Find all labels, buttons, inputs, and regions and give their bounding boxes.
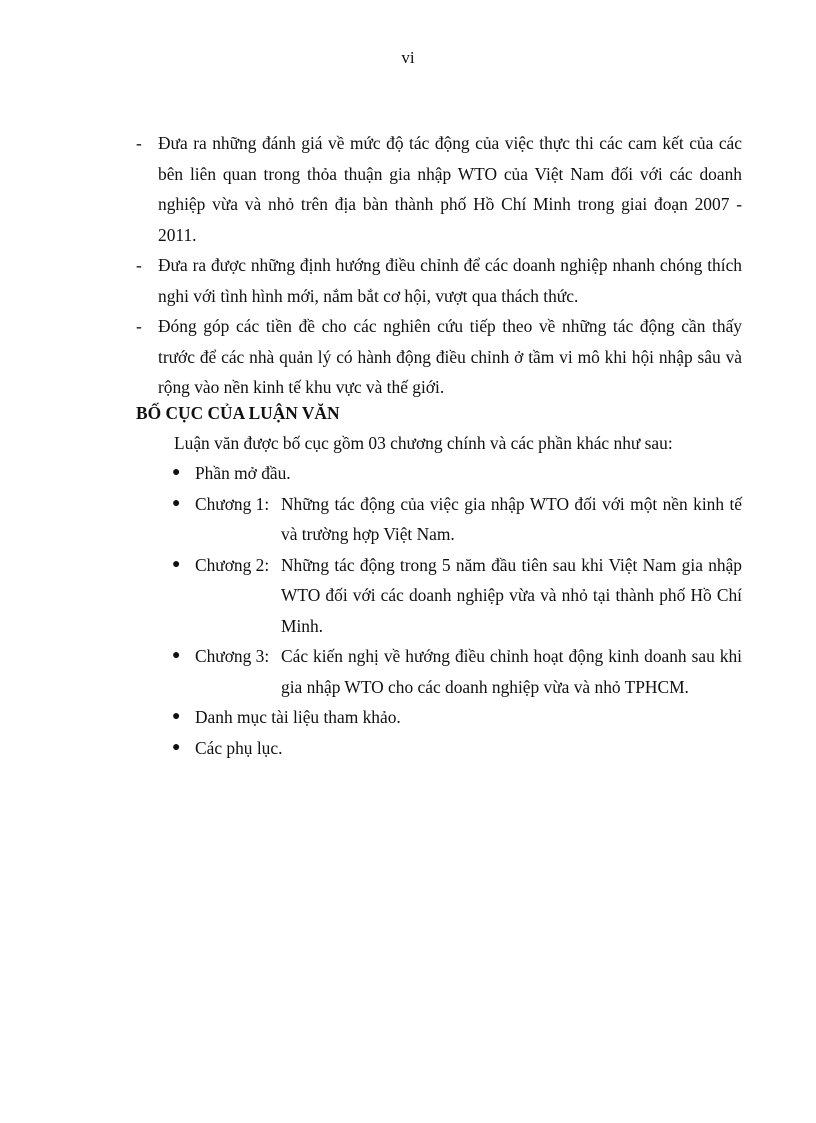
dash-marker: - <box>136 255 142 275</box>
list-item <box>172 733 742 764</box>
dash-marker: - <box>136 316 142 336</box>
page-number: vi <box>401 48 415 67</box>
structure-list <box>172 458 742 763</box>
dash-marker: - <box>136 133 142 153</box>
bullet-icon: ● <box>172 556 181 572</box>
objective-text: Đóng góp các tiền đề cho các nghiên cứu tiếp theo về những tác động cần thấy trước để các nhà quản lý có hành động điều chỉnh ở tầm vi mô khi hội nhập sâu và rộng vào nền kinh tế khu vực và thế giới. <box>158 316 742 397</box>
chapter-label: Chương 2: <box>195 554 270 575</box>
intro-paragraph: Luận văn được bố cục gồm 03 chương chính và các phần khác như sau: <box>174 433 673 453</box>
objective-text: Đưa ra những đánh giá về mức độ tác động của việc thực thi các cam kết của các bên liên quan trong thỏa thuận gia nhập WTO của Việt Nam đối với các doanh nghiệp vừa và nhỏ trên địa bàn thành phố Hồ Chí Minh trong giai đoạn 2007 - 2011. <box>158 133 742 245</box>
objectives-list <box>136 128 742 403</box>
chapter-text: Các kiến nghị về hướng điều chỉnh hoạt động kinh doanh sau khi gia nhập WTO cho các doanh nghiệp vừa và nhỏ TPHCM. <box>281 646 742 697</box>
chapter-text: Những tác động trong 5 năm đầu tiên sau khi Việt Nam gia nhập WTO đối với các doanh nghiệp vừa và nhỏ tại thành phố Hồ Chí Minh. <box>281 554 742 636</box>
objective-text: Đưa ra được những định hướng điều chỉnh để các doanh nghiệp nhanh chóng thích nghi với tình hình mới, nắm bắt cơ hội, vượt qua thách thức. <box>158 255 742 306</box>
list-item <box>172 550 742 642</box>
opening-text: Phần mở đầu. <box>195 463 291 483</box>
list-item <box>136 128 742 250</box>
appendices-text: Các phụ lục. <box>195 737 283 758</box>
references-text: Danh mục tài liệu tham khảo. <box>195 707 401 727</box>
bullet-icon: ● <box>172 495 181 511</box>
bullet-icon: ● <box>172 648 181 663</box>
list-item <box>172 458 742 489</box>
list-item <box>136 311 742 403</box>
list-item <box>172 489 742 550</box>
list-item <box>172 641 742 702</box>
chapter-text: Những tác động của việc gia nhập WTO đối với một nền kinh tế và trường hợp Việt Nam. <box>281 493 742 544</box>
bullet-icon: ● <box>172 739 181 755</box>
list-item <box>172 702 742 733</box>
chapter-label: Chương 1: <box>195 493 270 514</box>
bullet-icon: ● <box>172 709 181 724</box>
bullet-icon: ● <box>172 465 181 480</box>
chapter-label: Chương 3: <box>195 646 270 666</box>
list-item <box>136 250 742 311</box>
section-heading: BỐ CỤC CỦA LUẬN VĂN <box>136 403 340 423</box>
